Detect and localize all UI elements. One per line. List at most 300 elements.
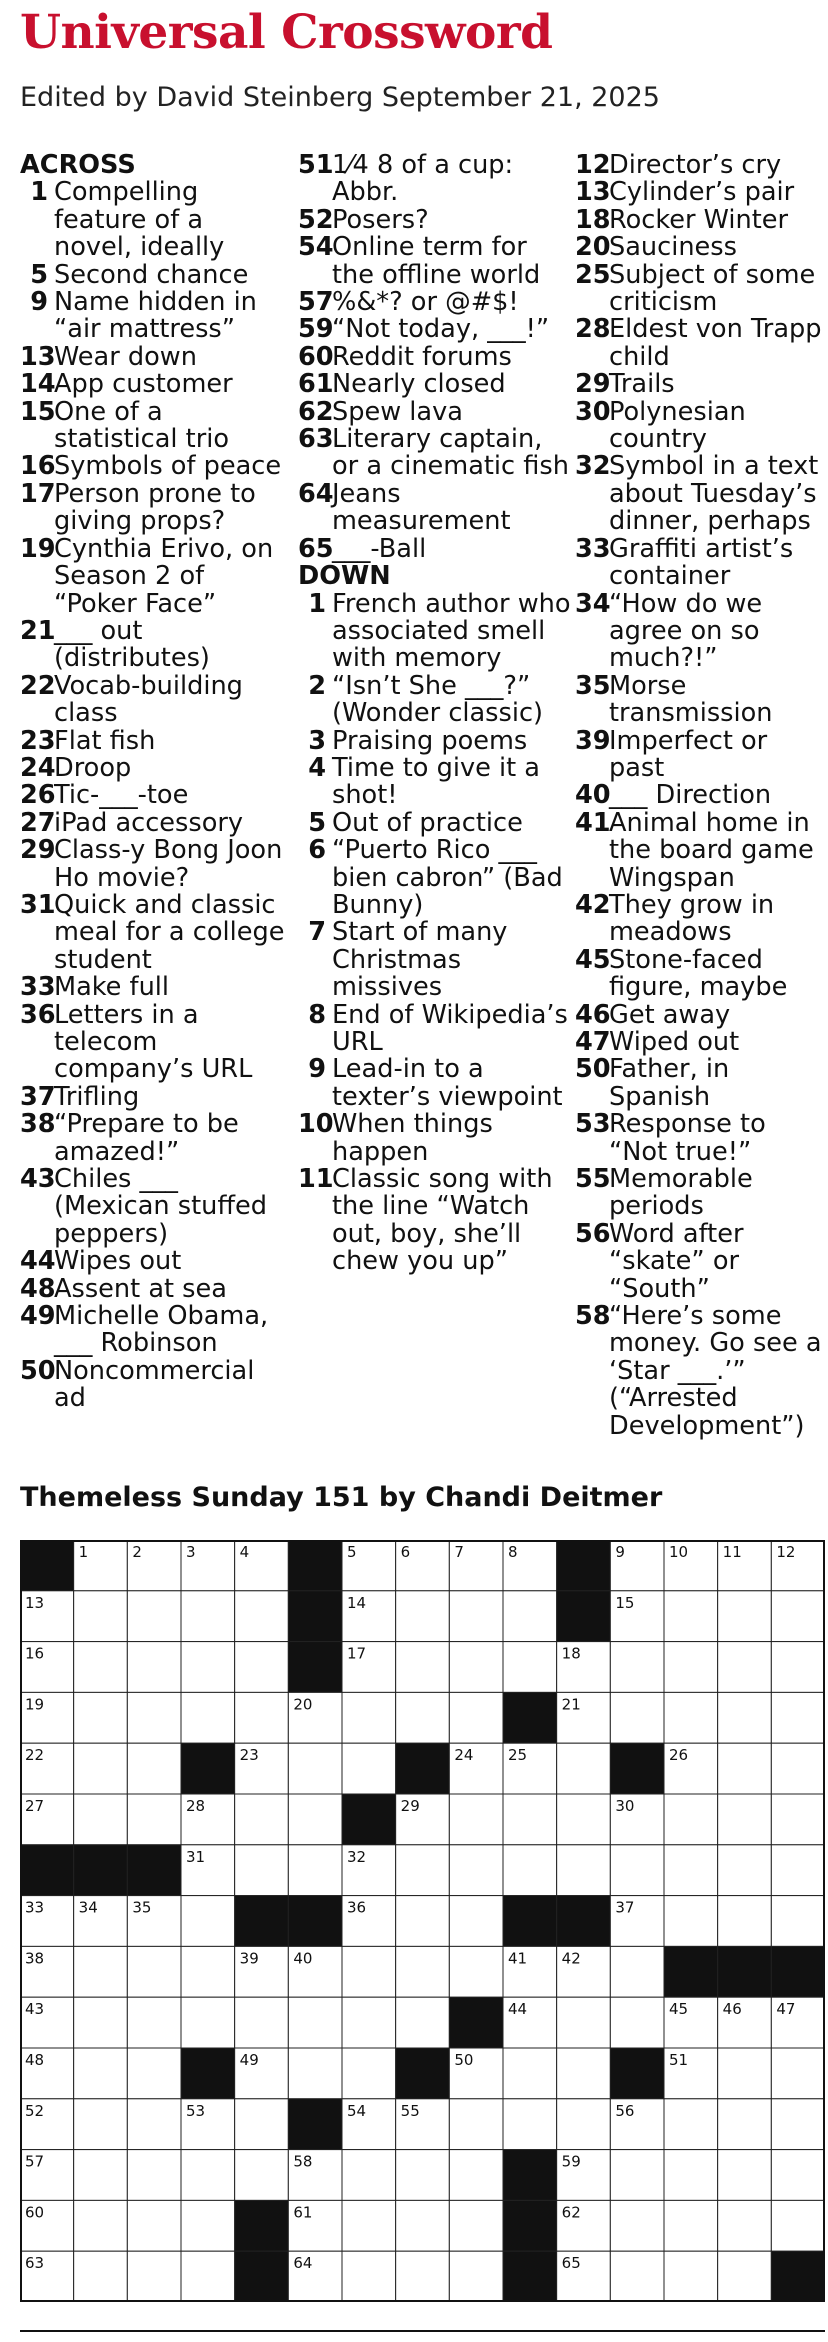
down-clue-2[interactable] bbox=[298, 670, 574, 729]
down-clue-50[interactable] bbox=[575, 1056, 825, 1111]
grid-number: 4 bbox=[239, 1543, 250, 1561]
grid-cell[interactable] bbox=[557, 2048, 611, 2099]
clue-text: Response to “Not true!” bbox=[609, 1109, 766, 1167]
clue-number: 5 bbox=[30, 259, 48, 290]
grid-block bbox=[503, 2251, 557, 2302]
grid-cell[interactable] bbox=[74, 2099, 128, 2150]
grid-number: 39 bbox=[239, 1949, 259, 1968]
down-clue-10[interactable] bbox=[298, 1111, 574, 1166]
grid-cell[interactable] bbox=[74, 1743, 128, 1794]
down-clue-29[interactable] bbox=[575, 371, 825, 398]
grid-cell[interactable] bbox=[557, 1997, 611, 2048]
clue-text: 1⁄4 8 of a cup: Abbr. bbox=[332, 150, 514, 208]
grid-cell[interactable] bbox=[771, 1845, 825, 1896]
clue-number: 47 bbox=[575, 1027, 611, 1057]
clue-number: 32 bbox=[575, 451, 611, 482]
grid-block bbox=[503, 2200, 557, 2251]
grid-block bbox=[610, 2048, 664, 2099]
grid-cell[interactable] bbox=[449, 1845, 503, 1896]
grid-cell[interactable] bbox=[771, 2099, 825, 2150]
grid-cell[interactable] bbox=[181, 1692, 235, 1743]
clue-number: 61 bbox=[298, 369, 334, 400]
grid-cell[interactable] bbox=[127, 1946, 181, 1997]
grid-cell[interactable] bbox=[127, 2200, 181, 2251]
grid-cell[interactable] bbox=[449, 2099, 503, 2150]
across-clue-24[interactable] bbox=[20, 752, 288, 783]
grid-cell[interactable] bbox=[503, 1591, 557, 1642]
down-clue-32[interactable] bbox=[575, 453, 825, 535]
clue-number: 14 bbox=[20, 369, 56, 400]
across-clue-22[interactable] bbox=[20, 670, 288, 729]
grid-cell[interactable] bbox=[771, 1794, 825, 1845]
grid-cell[interactable] bbox=[74, 2048, 128, 2099]
grid-cell[interactable] bbox=[396, 1692, 450, 1743]
grid-cell[interactable] bbox=[664, 2150, 718, 2201]
grid-number: 38 bbox=[25, 1949, 45, 1968]
clue-text: ___ out (distributes) bbox=[54, 615, 210, 674]
grid-cell[interactable] bbox=[503, 2048, 557, 2099]
down-heading: DOWN bbox=[298, 561, 391, 592]
grid-cell[interactable] bbox=[610, 2251, 664, 2302]
grid-cell[interactable] bbox=[396, 2150, 450, 2201]
across-clue-37[interactable] bbox=[20, 1081, 288, 1112]
grid-cell[interactable] bbox=[235, 1794, 289, 1845]
grid-cell[interactable] bbox=[771, 1896, 825, 1947]
across-clue-15[interactable] bbox=[20, 396, 288, 455]
grid-cell[interactable] bbox=[449, 1591, 503, 1642]
across-clue-9[interactable] bbox=[20, 289, 288, 344]
clue-number: 63 bbox=[298, 424, 334, 455]
grid-cell[interactable] bbox=[664, 1896, 718, 1947]
clue-number: 20 bbox=[575, 232, 611, 263]
grid-cell[interactable] bbox=[396, 2200, 450, 2251]
grid-cell[interactable] bbox=[74, 1946, 128, 1997]
grid-number: 10 bbox=[669, 1543, 689, 1561]
grid-cell[interactable] bbox=[449, 1794, 503, 1845]
grid-number: 2 bbox=[132, 1543, 142, 1561]
grid-cell[interactable] bbox=[127, 2251, 181, 2302]
grid-cell[interactable] bbox=[74, 1642, 128, 1693]
grid-number: 56 bbox=[615, 2101, 635, 2120]
clue-text: Wear down bbox=[54, 341, 197, 372]
grid-cell[interactable] bbox=[127, 1692, 181, 1743]
across-clue-43[interactable] bbox=[20, 1166, 288, 1248]
clue-number: 26 bbox=[20, 780, 56, 811]
clue-text: Vocab-building class bbox=[54, 670, 243, 729]
across-clue-36[interactable] bbox=[20, 999, 288, 1085]
down-clue-30[interactable] bbox=[575, 396, 825, 455]
across-clue-29[interactable] bbox=[20, 837, 288, 892]
down-clue-5[interactable] bbox=[298, 807, 574, 838]
clue-text: Morse transmission bbox=[609, 670, 773, 729]
grid-cell[interactable] bbox=[342, 2048, 396, 2099]
down-clue-13[interactable] bbox=[575, 179, 825, 206]
grid-cell[interactable] bbox=[396, 1997, 450, 2048]
grid-cell[interactable] bbox=[449, 2251, 503, 2302]
grid-cell[interactable] bbox=[771, 1591, 825, 1642]
crossword-grid[interactable] bbox=[20, 1540, 825, 2302]
clue-number: 1 bbox=[30, 177, 48, 208]
grid-number: 32 bbox=[347, 1847, 367, 1866]
grid-cell[interactable] bbox=[235, 1997, 289, 2048]
grid-cell[interactable] bbox=[181, 1896, 235, 1947]
grid-cell[interactable] bbox=[342, 1946, 396, 1997]
grid-cell[interactable] bbox=[449, 1946, 503, 1997]
clue-text: “Isn’t She ___?” (Wonder classic) bbox=[332, 670, 544, 729]
grid-cell[interactable] bbox=[557, 2099, 611, 2150]
grid-cell[interactable] bbox=[74, 2251, 128, 2302]
down-clue-11[interactable] bbox=[298, 1166, 574, 1276]
grid-cell[interactable] bbox=[74, 1794, 128, 1845]
clue-number: 38 bbox=[20, 1109, 56, 1140]
down-clue-33[interactable] bbox=[575, 533, 825, 592]
clue-text: Rocker Winter bbox=[609, 204, 789, 235]
grid-cell[interactable] bbox=[718, 2251, 772, 2302]
clue-number: 13 bbox=[20, 341, 56, 372]
grid-number: 21 bbox=[561, 1695, 581, 1714]
grid-cell[interactable] bbox=[718, 1692, 772, 1743]
grid-cell[interactable] bbox=[449, 2200, 503, 2251]
clue-text: Memorable periods bbox=[609, 1164, 753, 1222]
grid-cell[interactable] bbox=[718, 2150, 772, 2201]
clue-number: 8 bbox=[308, 999, 326, 1030]
grid-block bbox=[288, 1896, 342, 1947]
clue-text: Person prone to giving props? bbox=[54, 478, 256, 537]
grid-cell[interactable] bbox=[718, 2099, 772, 2150]
grid-cell[interactable] bbox=[235, 1845, 289, 1896]
grid-cell[interactable] bbox=[235, 1642, 289, 1693]
grid-number: 25 bbox=[508, 1746, 528, 1765]
grid-cell[interactable] bbox=[127, 1591, 181, 1642]
grid-cell[interactable] bbox=[718, 1591, 772, 1642]
grid-cell[interactable] bbox=[127, 2150, 181, 2201]
grid-cell[interactable] bbox=[771, 2200, 825, 2251]
across-clue-62[interactable] bbox=[298, 396, 574, 427]
grid-cell[interactable] bbox=[396, 1896, 450, 1947]
across-clue-26[interactable] bbox=[20, 782, 288, 809]
clue-number: 25 bbox=[575, 259, 611, 290]
across-clue-44[interactable] bbox=[20, 1248, 288, 1275]
grid-cell[interactable] bbox=[127, 2048, 181, 2099]
grid-cell[interactable] bbox=[449, 1692, 503, 1743]
across-clue-33[interactable] bbox=[20, 974, 288, 1001]
grid-block bbox=[557, 1896, 611, 1947]
grid-number: 37 bbox=[615, 1898, 635, 1917]
down-clue-45[interactable] bbox=[575, 944, 825, 1003]
grid-cell[interactable] bbox=[342, 2150, 396, 2201]
grid-cell[interactable] bbox=[127, 1794, 181, 1845]
clue-number: 35 bbox=[575, 670, 611, 701]
across-clue-49[interactable] bbox=[20, 1303, 288, 1358]
across-clue-21[interactable] bbox=[20, 615, 288, 674]
across-clue-13[interactable] bbox=[20, 341, 288, 372]
grid-cell[interactable] bbox=[718, 1845, 772, 1896]
grid-number: 28 bbox=[186, 1797, 206, 1815]
grid-cell[interactable] bbox=[342, 1692, 396, 1743]
clue-text: Sauciness bbox=[609, 232, 737, 263]
across-clue-16[interactable] bbox=[20, 453, 288, 480]
grid-cell[interactable] bbox=[557, 1845, 611, 1896]
down-clue-28[interactable] bbox=[575, 316, 825, 371]
grid-cell[interactable] bbox=[771, 1642, 825, 1693]
across-clue-31[interactable] bbox=[20, 889, 288, 975]
across-clue-51[interactable] bbox=[298, 152, 574, 207]
grid-cell[interactable] bbox=[610, 1845, 664, 1896]
grid-cell[interactable] bbox=[74, 2150, 128, 2201]
across-clue-65[interactable] bbox=[298, 533, 574, 564]
grid-cell[interactable] bbox=[342, 2200, 396, 2251]
clue-number: 58 bbox=[575, 1301, 611, 1332]
down-clue-4[interactable] bbox=[298, 752, 574, 811]
grid-number: 54 bbox=[347, 2101, 367, 2120]
clue-text: Literary captain, or a cinematic fish bbox=[332, 424, 569, 482]
grid-cell[interactable] bbox=[127, 1642, 181, 1693]
grid-block bbox=[342, 1794, 396, 1845]
grid-cell[interactable] bbox=[127, 1743, 181, 1794]
down-clue-40[interactable] bbox=[575, 782, 825, 809]
grid-cell[interactable] bbox=[664, 2251, 718, 2302]
across-clue-60[interactable] bbox=[298, 341, 574, 372]
grid-cell[interactable] bbox=[181, 2150, 235, 2201]
grid-number: 27 bbox=[25, 1797, 45, 1815]
down-clue-34[interactable] bbox=[575, 588, 825, 674]
clue-number: 28 bbox=[575, 314, 611, 345]
grid-cell[interactable] bbox=[449, 1896, 503, 1947]
across-clue-57[interactable] bbox=[298, 289, 574, 316]
across-clue-23[interactable] bbox=[20, 725, 288, 756]
down-clue-46[interactable] bbox=[575, 999, 825, 1030]
grid-cell[interactable] bbox=[396, 1591, 450, 1642]
grid-cell[interactable] bbox=[127, 2099, 181, 2150]
grid-number: 42 bbox=[561, 1949, 581, 1968]
grid-cell[interactable] bbox=[503, 1845, 557, 1896]
across-clue-54[interactable] bbox=[298, 234, 574, 289]
grid-cell[interactable] bbox=[288, 1845, 342, 1896]
grid-cell[interactable] bbox=[664, 1845, 718, 1896]
grid-cell[interactable] bbox=[396, 1642, 450, 1693]
grid-cell[interactable] bbox=[718, 1743, 772, 1794]
grid-block bbox=[181, 2048, 235, 2099]
grid-cell[interactable] bbox=[718, 1896, 772, 1947]
grid-number: 61 bbox=[293, 2203, 313, 2222]
grid-cell[interactable] bbox=[449, 1642, 503, 1693]
grid-cell[interactable] bbox=[664, 1642, 718, 1693]
across-clue-27[interactable] bbox=[20, 807, 288, 838]
grid-cell[interactable] bbox=[610, 1946, 664, 1997]
grid-cell[interactable] bbox=[74, 2200, 128, 2251]
across-clue-38[interactable] bbox=[20, 1111, 288, 1166]
grid-cell[interactable] bbox=[235, 2150, 289, 2201]
across-clue-50[interactable] bbox=[20, 1355, 288, 1414]
grid-cell[interactable] bbox=[288, 1997, 342, 2048]
down-clue-6[interactable] bbox=[298, 837, 574, 919]
clues-column-1 bbox=[20, 152, 288, 1413]
clue-text: When things happen bbox=[332, 1109, 493, 1167]
grid-cell[interactable] bbox=[396, 1946, 450, 1997]
clue-number: 42 bbox=[575, 889, 611, 920]
clue-text: Online term for the offline world bbox=[332, 232, 541, 290]
across-clue-61[interactable] bbox=[298, 371, 574, 398]
grid-number: 5 bbox=[347, 1543, 357, 1561]
clue-text: End of Wikipedia’s URL bbox=[332, 999, 568, 1057]
grid-cell[interactable] bbox=[503, 1794, 557, 1845]
grid-number: 59 bbox=[561, 2152, 581, 2171]
grid-cell[interactable] bbox=[235, 2099, 289, 2150]
grid-block bbox=[288, 1642, 342, 1693]
grid-cell[interactable] bbox=[396, 2251, 450, 2302]
clue-number: 11 bbox=[298, 1164, 334, 1195]
across-clue-14[interactable] bbox=[20, 371, 288, 398]
clue-text: One of a statistical trio bbox=[54, 396, 230, 455]
grid-cell[interactable] bbox=[557, 1794, 611, 1845]
grid-cell[interactable] bbox=[718, 2048, 772, 2099]
grid-block bbox=[396, 1743, 450, 1794]
clue-number: 50 bbox=[575, 1054, 611, 1085]
down-clue-39[interactable] bbox=[575, 725, 825, 783]
down-clue-12[interactable] bbox=[575, 152, 825, 179]
grid-block bbox=[664, 1946, 718, 1997]
grid-cell[interactable] bbox=[74, 1997, 128, 2048]
down-clue-18[interactable] bbox=[575, 204, 825, 235]
clue-text: Eldest von Trapp child bbox=[609, 314, 822, 372]
grid-cell[interactable] bbox=[181, 1946, 235, 1997]
grid-number: 53 bbox=[186, 2101, 206, 2120]
grid-cell[interactable] bbox=[771, 2150, 825, 2201]
grid-cell[interactable] bbox=[342, 2251, 396, 2302]
clue-text: Father, in Spanish bbox=[609, 1054, 730, 1112]
grid-number: 20 bbox=[293, 1695, 313, 1714]
clue-number: 45 bbox=[575, 944, 611, 975]
grid-number: 22 bbox=[25, 1746, 45, 1765]
grid-cell[interactable] bbox=[74, 1692, 128, 1743]
clue-number: 22 bbox=[20, 670, 56, 701]
clue-number: 46 bbox=[575, 999, 611, 1030]
grid-cell[interactable] bbox=[503, 1642, 557, 1693]
across-clue-52[interactable] bbox=[298, 204, 574, 235]
grid-cell[interactable] bbox=[610, 2200, 664, 2251]
grid-cell[interactable] bbox=[610, 1692, 664, 1743]
grid-number: 51 bbox=[669, 2051, 689, 2069]
grid-cell[interactable] bbox=[503, 2099, 557, 2150]
grid-cell[interactable] bbox=[181, 2251, 235, 2302]
clue-text: Noncommercial ad bbox=[54, 1355, 255, 1414]
grid-cell[interactable] bbox=[718, 1794, 772, 1845]
down-clue-25[interactable] bbox=[575, 259, 825, 318]
grid-cell[interactable] bbox=[74, 1591, 128, 1642]
grid-cell[interactable] bbox=[557, 1743, 611, 1794]
clue-text: Time to give it a shot! bbox=[332, 752, 540, 811]
grid-number: 17 bbox=[347, 1644, 367, 1663]
clue-text: Start of many Christmas missives bbox=[332, 917, 508, 1003]
grid-cell[interactable] bbox=[771, 1692, 825, 1743]
grid-block bbox=[235, 2251, 289, 2302]
clue-text: Name hidden in “air mattress” bbox=[54, 287, 257, 345]
grid-cell[interactable] bbox=[181, 1997, 235, 2048]
down-clue-47[interactable] bbox=[575, 1029, 825, 1056]
grid-cell[interactable] bbox=[610, 1642, 664, 1693]
grid-cell[interactable] bbox=[127, 1997, 181, 2048]
grid-cell[interactable] bbox=[235, 1591, 289, 1642]
grid-cell[interactable] bbox=[664, 2200, 718, 2251]
down-clue-7[interactable] bbox=[298, 919, 574, 1001]
clue-number: 43 bbox=[20, 1164, 56, 1195]
down-clue-35[interactable] bbox=[575, 670, 825, 729]
grid-cell[interactable] bbox=[610, 1997, 664, 2048]
across-clue-63[interactable] bbox=[298, 426, 574, 481]
down-clue-55[interactable] bbox=[575, 1166, 825, 1221]
down-clue-3[interactable] bbox=[298, 725, 574, 756]
across-clue-5[interactable] bbox=[20, 259, 288, 290]
grid-number: 58 bbox=[293, 2152, 313, 2171]
grid-cell[interactable] bbox=[771, 2048, 825, 2099]
across-clue-59[interactable] bbox=[298, 316, 574, 343]
grid-cell[interactable] bbox=[181, 2200, 235, 2251]
grid-cell[interactable] bbox=[342, 1997, 396, 2048]
clue-number: 2 bbox=[308, 670, 326, 701]
down-clue-8[interactable] bbox=[298, 999, 574, 1057]
grid-cell[interactable] bbox=[718, 1642, 772, 1693]
grid-number: 40 bbox=[293, 1949, 313, 1968]
down-clue-56[interactable] bbox=[575, 1218, 825, 1304]
grid-block bbox=[235, 1896, 289, 1947]
down-clue-9[interactable] bbox=[298, 1056, 574, 1111]
across-clue-1[interactable] bbox=[20, 179, 288, 261]
down-clue-42[interactable] bbox=[575, 889, 825, 948]
grid-number: 44 bbox=[508, 2000, 528, 2019]
down-clue-20[interactable] bbox=[575, 234, 825, 261]
grid-cell[interactable] bbox=[610, 2150, 664, 2201]
grid-cell[interactable] bbox=[288, 2048, 342, 2099]
grid-cell[interactable] bbox=[288, 1794, 342, 1845]
clue-text: Out of practice bbox=[332, 807, 523, 838]
grid-cell[interactable] bbox=[342, 1743, 396, 1794]
clue-number: 5 bbox=[308, 807, 326, 838]
grid-number: 31 bbox=[186, 1847, 206, 1866]
down-clue-53[interactable] bbox=[575, 1111, 825, 1166]
grid-cell[interactable] bbox=[771, 1743, 825, 1794]
grid-number: 60 bbox=[25, 2203, 45, 2222]
down-clue-58[interactable] bbox=[575, 1303, 825, 1440]
clue-text: Make full bbox=[54, 972, 170, 1003]
clue-text: “Not today, ___!” bbox=[332, 314, 550, 345]
grid-cell[interactable] bbox=[664, 1794, 718, 1845]
across-clue-48[interactable] bbox=[20, 1273, 288, 1304]
down-clue-1[interactable] bbox=[298, 588, 574, 674]
grid-number: 6 bbox=[400, 1543, 411, 1561]
grid-cell[interactable] bbox=[718, 2200, 772, 2251]
grid-number: 49 bbox=[239, 2051, 259, 2069]
clue-number: 30 bbox=[575, 396, 611, 427]
clue-text: %&*? or @#$! bbox=[332, 287, 519, 318]
grid-cell[interactable] bbox=[664, 1692, 718, 1743]
clue-number: 16 bbox=[20, 451, 56, 482]
across-clue-19[interactable] bbox=[20, 533, 288, 619]
across-clue-17[interactable] bbox=[20, 478, 288, 537]
clue-number: 29 bbox=[575, 369, 611, 400]
across-clue-64[interactable] bbox=[298, 478, 574, 537]
down-clue-41[interactable] bbox=[575, 807, 825, 893]
grid-number: 45 bbox=[669, 2000, 689, 2019]
grid-cell[interactable] bbox=[181, 1642, 235, 1693]
grid-cell[interactable] bbox=[396, 1845, 450, 1896]
grid-cell[interactable] bbox=[288, 1743, 342, 1794]
grid-cell[interactable] bbox=[181, 1591, 235, 1642]
clues-column-3 bbox=[575, 152, 825, 1440]
grid-cell[interactable] bbox=[449, 2150, 503, 2201]
grid-cell[interactable] bbox=[235, 1692, 289, 1743]
grid-cell[interactable] bbox=[664, 2099, 718, 2150]
grid-cell[interactable] bbox=[664, 1591, 718, 1642]
